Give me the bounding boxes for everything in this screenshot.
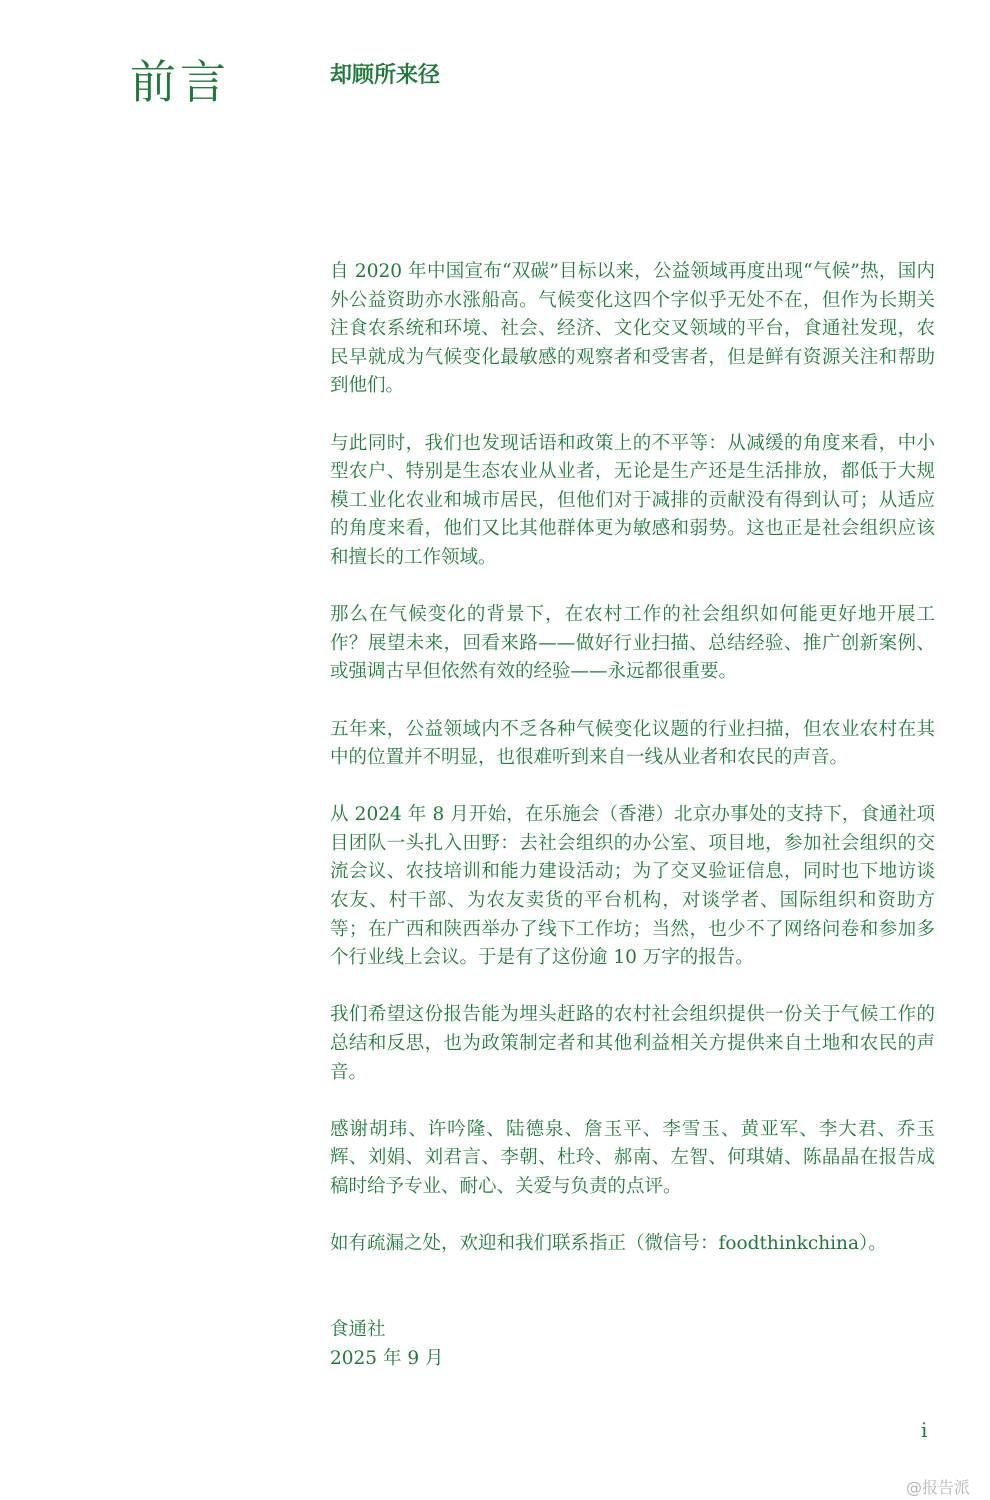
paragraph-7: 感谢胡玮、许吟隆、陆德泉、詹玉平、李雪玉、黄亚军、李大君、乔玉辉、刘娟、刘君言、李朝、杜玲、郝南、左智、何琪婧、陈晶晶在报告成稿时给予专业、耐心、关爱与负责的点评。 bbox=[330, 1118, 935, 1197]
watermark: @报告派 bbox=[906, 1478, 971, 1497]
paragraph-8: 如有疏漏之处，欢迎和我们联系指正（微信号：foodthinkchina）。 bbox=[330, 1233, 887, 1255]
foreword-body bbox=[330, 258, 935, 1287]
page-subtitle: 却顾所来径 bbox=[330, 62, 441, 88]
page-number: i bbox=[921, 1418, 928, 1442]
paragraph-1: 自 2020 年中国宣布“双碳”目标以来，公益领域再度出现“气候”热，国内外公益资助亦水涨船高。气候变化这四个字似乎无处不在，但作为长期关注食农系统和环境、社会、经济、文化交叉领域的平台，食通社发现，农民早就成为气候变化最敏感的观察者和受害者，但是鲜有资源关注和帮助到他们。 bbox=[330, 261, 935, 397]
paragraph-2: 与此同时，我们也发现话语和政策上的不平等：从减缓的角度来看，中小型农户、特别是生态农业从业者，无论是生产还是生活排放，都低于大规模工业化农业和城市居民，但他们对于减排的贡献没有得到认可；从适应的角度来看，他们又比其他群体更为敏感和弱势。这也正是社会组织应该和擅长的工作领域。 bbox=[330, 432, 935, 568]
signoff-date: 2025 年 9 月 bbox=[330, 1347, 444, 1369]
paragraph-4: 五年来，公益领域内不乏各种气候变化议题的行业扫描，但农业农村在其中的位置并不明显，也很难听到来自一线从业者和农民的声音。 bbox=[330, 718, 935, 769]
paragraph-6: 我们希望这份报告能为埋头赶路的农村社会组织提供一份关于气候工作的总结和反思，也为政策制定者和其他利益相关方提供来自土地和农民的声音。 bbox=[330, 1004, 935, 1083]
signoff-organization: 食通社 bbox=[330, 1319, 386, 1340]
page-title: 前言 bbox=[130, 55, 230, 109]
signoff bbox=[330, 1316, 444, 1373]
paragraph-3: 那么在气候变化的背景下，在农村工作的社会组织如何能更好地开展工作？展望未来，回看来路——做好行业扫描、总结经验、推广创新案例、或强调古早但依然有效的经验——永远都很重要。 bbox=[330, 604, 935, 683]
paragraph-5: 从 2024 年 8 月开始，在乐施会（香港）北京办事处的支持下，食通社项目团队一头扎入田野：去社会组织的办公室、项目地，参加社会组织的交流会议、农技培训和能力建设活动；为了交叉验证信息，同时也下地访谈农友、村干部、为农友卖货的平台机构，对谈学者、国际组织和资助方等；在广西和陕西举办了线下工作坊；当然，也少不了网络问卷和参加多个行业线上会议。于是有了这份逾 10 万字的报告。 bbox=[330, 804, 935, 969]
